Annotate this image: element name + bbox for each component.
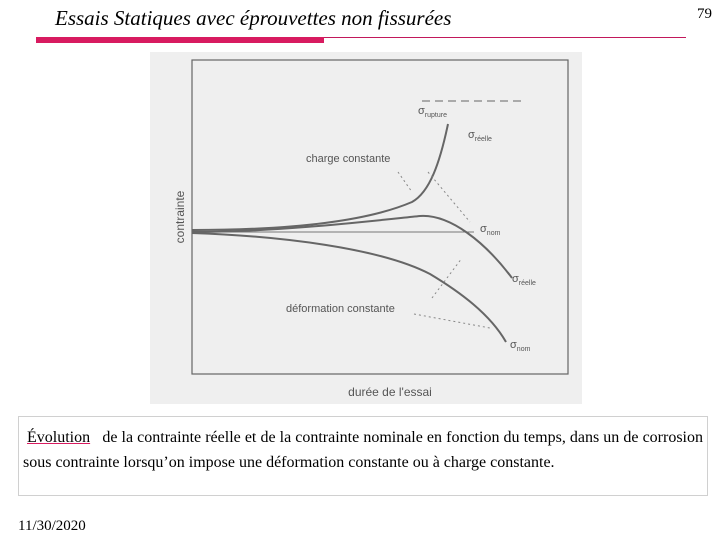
slide-date: 11/30/2020 — [18, 518, 86, 534]
pointer-charge-1 — [398, 172, 412, 192]
y-axis-label: contrainte — [173, 190, 187, 244]
caption-keyword: Évolution — [27, 429, 91, 446]
curve-sigma-nom-charge — [192, 216, 512, 278]
label-deformation-constante: déformation constante — [286, 303, 395, 315]
label-sigma-reelle-low: $\sigma_{réelle}$ — [512, 273, 536, 287]
caption-box — [18, 416, 708, 496]
stress-time-diagram — [150, 52, 582, 404]
label-sigma-rupture: $\sigma_{rupture}$ — [418, 105, 447, 119]
plot-frame — [192, 60, 568, 374]
diagram-svg — [150, 52, 582, 404]
curve-sigma-reelle-charge — [192, 124, 448, 230]
title-accent-bar — [36, 37, 324, 43]
label-charge-constante: charge constante — [306, 153, 391, 165]
label-sigma-nom-mid: $\sigma_{nom}$ — [480, 223, 501, 237]
x-axis-label: durée de l'essai — [348, 385, 432, 399]
curve-deformation-constante — [192, 233, 506, 342]
label-sigma-reelle-top: $\sigma_{réelle}$ — [468, 129, 492, 143]
label-sigma-nom-low: $\sigma_{nom}$ — [510, 339, 531, 353]
pointer-deformation-2 — [414, 314, 490, 328]
slide-title: Essais Statiques avec éprouvettes non fissurées — [55, 6, 452, 30]
page-number: 79 — [697, 6, 712, 22]
figure-caption — [23, 425, 703, 475]
pointer-charge-2 — [428, 172, 470, 222]
caption-text: de la contrainte réelle et de la contrainte nominale en fonction du temps, dans un de corrosion sous contrainte lorsqu’on impose une déformation constante ou à charge constante. — [23, 429, 704, 471]
